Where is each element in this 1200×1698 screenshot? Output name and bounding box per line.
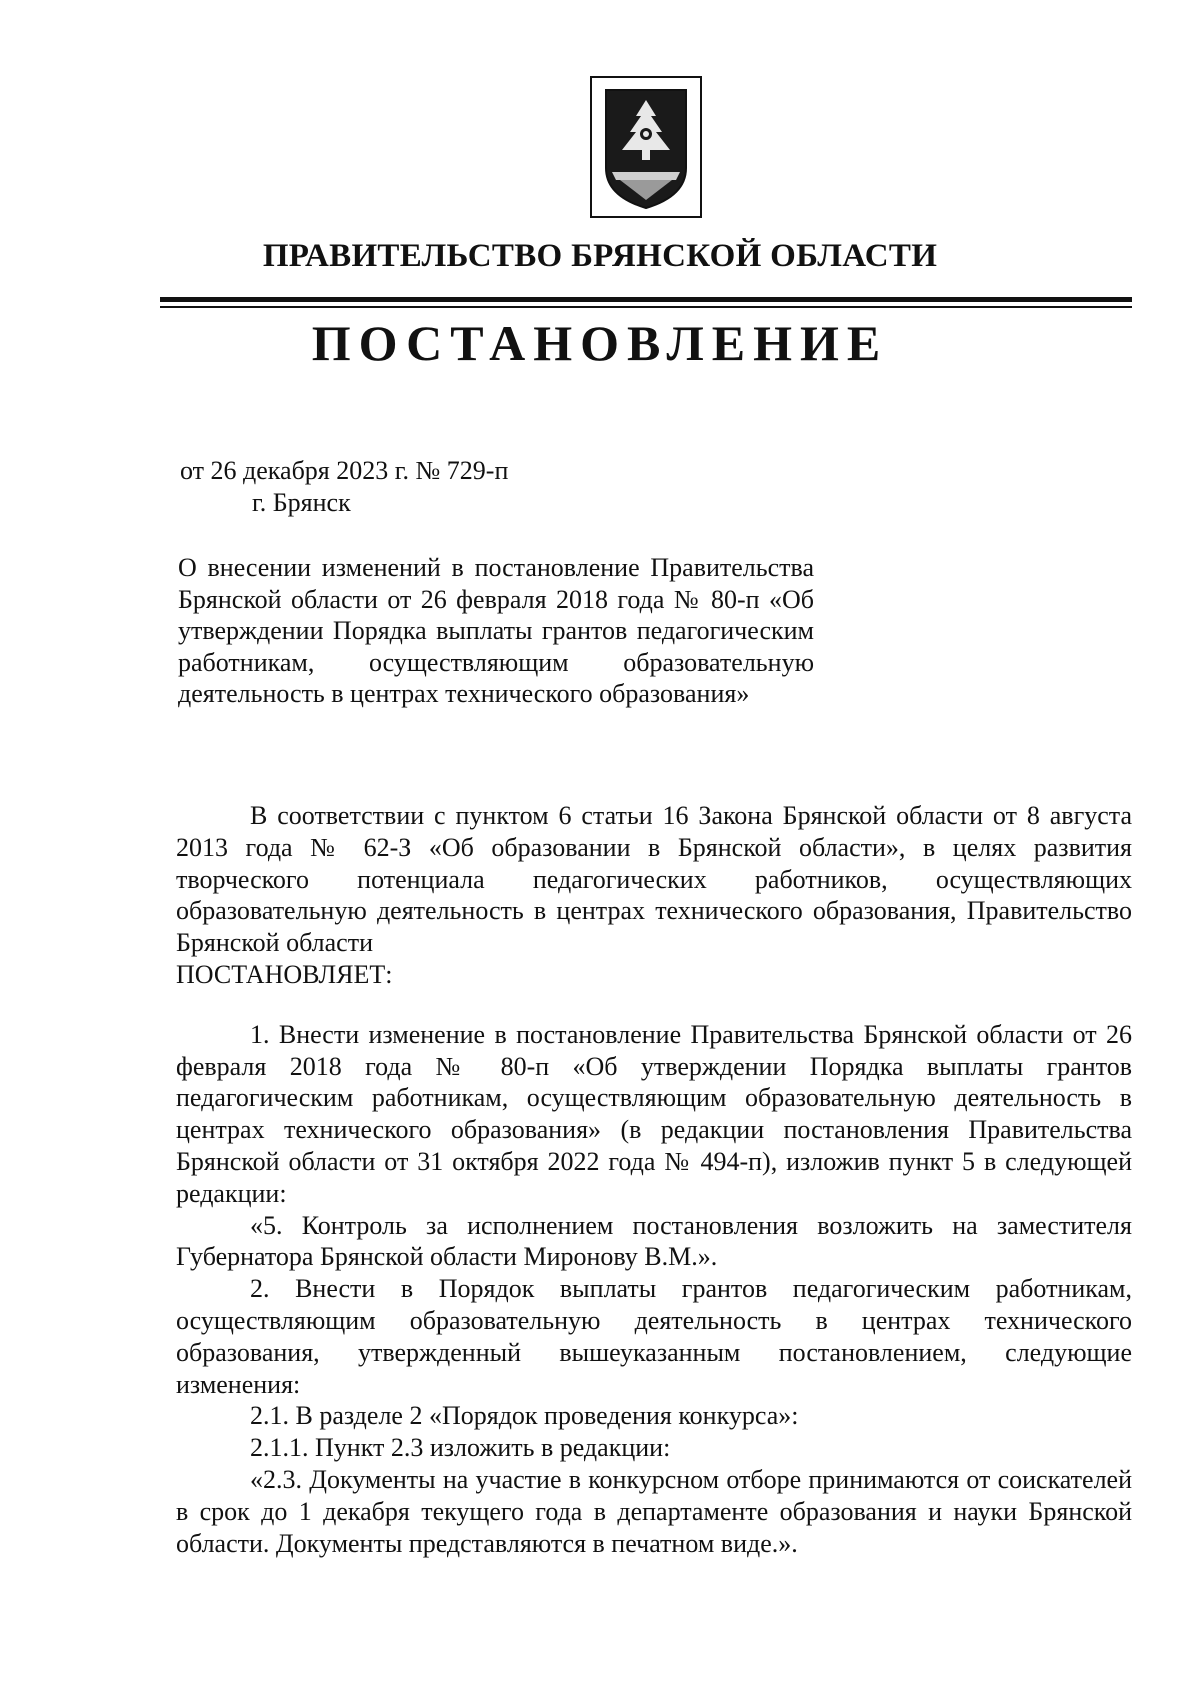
body-paragraph-4: 2.1. В разделе 2 «Порядок проведения конкурса»:: [250, 1401, 799, 1431]
header-rule-thick: [160, 297, 1132, 302]
body-paragraph-3: 2. Внести в Порядок выплаты грантов педагогическим работникам, осуществляющим образовательную деятельность в центрах технического образования, утвержденный вышеуказанным постановлением, следующие изменения:: [176, 1274, 1132, 1399]
document-date-number: от 26 декабря 2023 г. № 729-п: [180, 456, 509, 485]
document-body: [176, 800, 1132, 1559]
resolves-heading: ПОСТАНОВЛЯЕТ:: [176, 959, 393, 989]
document-type-title: ПОСТАНОВЛЕНИЕ: [311, 315, 889, 371]
preamble-paragraph: В соответствии с пунктом 6 статьи 16 Закона Брянской области от 8 августа 2013 года № 62-З «Об образовании в Брянской области», в целях развития творческого потенциала педагогических работников, осуществляющих образовательную деятельность в центрах технического образования, Правительство Брянской области: [176, 801, 1132, 958]
organization-title: ПРАВИТЕЛЬСТВО БРЯНСКОЙ ОБЛАСТИ: [262, 238, 938, 274]
header-rule-thin: [160, 306, 1132, 308]
document-city: г. Брянск: [252, 488, 351, 517]
body-paragraph-6: «2.3. Документы на участие в конкурсном отборе принимаются от соискателей в срок до 1 декабря текущего года в департаменте образования и науки Брянской области. Документы представляются в печатном виде.».: [176, 1464, 1132, 1558]
document-subject: О внесении изменений в постановление Правительства Брянской области от 26 февраля 2018 года № 80-п «Об утверждении Порядка выплаты грантов педагогическим работникам, осуществляющим образовательную деятельность в центрах технического образования»: [178, 553, 814, 708]
body-paragraph-5: 2.1.1. Пункт 2.3 изложить в редакции:: [250, 1433, 671, 1463]
body-paragraph-2: «5. Контроль за исполнением постановления возложить на заместителя Губернатора Брянской области Миронову В.М.».: [176, 1210, 1132, 1272]
coat-of-arms-icon: [590, 76, 702, 218]
body-paragraph-1: 1. Внести изменение в постановление Правительства Брянской области от 26 февраля 2018 года № 80-п «Об утверждении Порядка выплаты грантов педагогическим работникам, осуществляющим образовательную деятельность в центрах технического образования» (в редакции постановления Правительства Брянской области от 31 октября 2022 года № 494-п), изложив пункт 5 в следующей редакции:: [176, 1019, 1132, 1208]
